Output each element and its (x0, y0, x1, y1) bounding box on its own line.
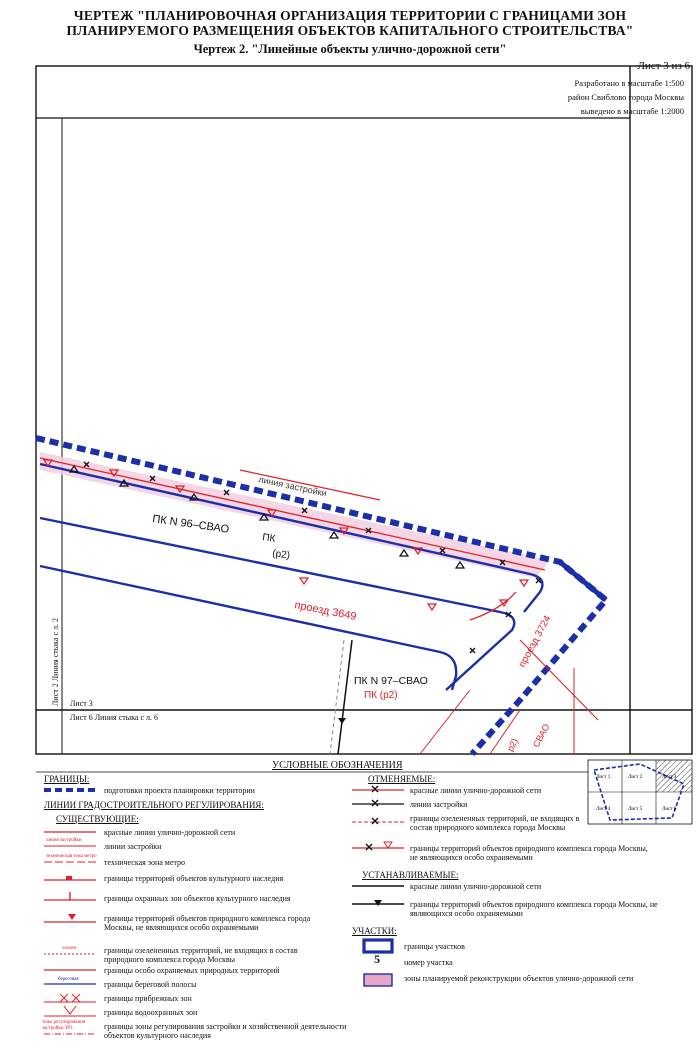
key-sheet-6: Лист 6 (662, 807, 677, 812)
label-pk96: ПК N 96–СВАО (151, 513, 230, 536)
pk97-dashed (330, 640, 344, 754)
key-sheet-4: Лист 4 (596, 807, 611, 812)
legend-established-head: УСТАНАВЛИВАЕМЫЕ: (362, 870, 459, 880)
legend-cancelled-3: границы территорий объектов природного комплекса города Москвы, не являющихся особо охраняемыми (410, 844, 648, 862)
legend-cancelled-1: линии застройки (410, 800, 468, 809)
label-pk-old: ПК (261, 532, 277, 545)
legend-existing-0: красные линии улично-дорожной сети (104, 828, 236, 837)
label-left-joint: Лист 2 Линия стыка с л. 2 (51, 618, 60, 706)
legend-cancelled-2: границы озелененных территорий, не входящих в состав природного комплекса города Москвы (410, 814, 580, 832)
district-name: район Свиблово города Москвы (567, 92, 684, 102)
legend-existing-8: границы береговой полосы (104, 980, 197, 989)
legend-existing-sample-6: озелен (62, 946, 77, 951)
legend-existing-sample-1: линия застройки (46, 838, 82, 843)
pk97-marker (338, 718, 346, 724)
label-r2: р2) (504, 736, 520, 753)
legend-plots-2: зоны планируемой реконструкции объектов улично-дорожной сети (404, 974, 634, 983)
label-pk97: ПК N 97–СВАО (354, 675, 428, 687)
legend-existing-sample-8: береговая (58, 977, 79, 982)
label-building-line: линия застройки (257, 474, 328, 499)
legend-existing-3: границы территорий объектов культурного наследия (104, 874, 284, 883)
legend-existing-5: границы территорий объектов природного комплекса города Москвы, не являющихся особо охраняемыми (104, 914, 311, 932)
label-road-3649: проезд 3649 (293, 599, 358, 623)
legend-cancelled-0: красные линии улично-дорожной сети (410, 786, 542, 795)
legend-boundary-item: подготовки проекта планировки территории (104, 786, 255, 795)
legend-samples-left (44, 790, 96, 1034)
legend-plots-1: номер участка (404, 958, 453, 967)
legend-existing-sample-2: техническая зона метро (46, 854, 97, 859)
legend-cancelled-head: ОТМЕНЯЕМЫЕ: (368, 774, 436, 784)
legend-existing-11: границы зоны регулирования застройки и хозяйственной деятельности объектов культурного наследия (104, 1022, 347, 1040)
legend-existing-4: границы охранных зон объектов культурного наследия (104, 894, 291, 903)
road-corner (560, 562, 606, 600)
legend-established-0: красные линии улично-дорожной сети (410, 882, 542, 891)
legend-existing-head: СУЩЕСТВУЮЩИЕ: (56, 814, 139, 824)
red-road-left (420, 690, 470, 754)
legend-existing-7: границы особо охраняемых природных территорий (104, 966, 280, 975)
legend-existing-10: границы водоохранных зон (104, 1008, 198, 1017)
road-edge-lower (40, 566, 456, 690)
legend-existing-6: границы озелененных территорий, не входящих в состав природного комплекса города Москвы (104, 946, 298, 964)
label-p2: (р2) (271, 548, 291, 562)
legend-plots-0: границы участков (404, 942, 465, 951)
map-frame (36, 66, 692, 754)
label-pk-p2-old: ПК (р2) (364, 690, 398, 701)
red-line-existing (40, 458, 545, 570)
drawing-subtitle: Чертеж 2. "Линейные объекты улично-дорожной сети" (193, 42, 507, 56)
scale-developed: Разработано в масштабе 1:500 (574, 78, 684, 88)
scale-output: выведено в масштабе 1:2000 (580, 106, 684, 116)
legend-existing-2: техническая зона метро (104, 858, 185, 867)
legend-existing-9: границы прибрежных зон (104, 994, 192, 1003)
label-svao: СВАО (530, 722, 552, 749)
legend-existing-1: линии застройки (104, 842, 162, 851)
pk97-line (338, 640, 352, 754)
label-sheet3: Лист 3 (70, 699, 93, 708)
label-sheet6-joint: Лист 6 Линия стыка с л. 6 (70, 713, 158, 722)
legend-regulation-head: ЛИНИИ ГРАДОСТРОИТЕЛЬНОГО РЕГУЛИРОВАНИЯ: (44, 800, 264, 810)
title-line-2: ПЛАНИРУЕМОГО РАЗМЕЩЕНИЯ ОБЪЕКТОВ КАПИТАЛЬНОГО СТРОИТЕЛЬСТВА" (66, 23, 634, 38)
legend-boundaries-head: ГРАНИЦЫ: (44, 774, 90, 784)
key-sheet-3: Лист 3 (662, 775, 677, 780)
key-sheet-2: Лист 2 (628, 775, 643, 780)
key-sheet-1: Лист 1 (596, 775, 611, 780)
label-road-3724: проезд 3724 (516, 613, 554, 670)
legend-existing-sample-11: зоны регулирования застройки ЗРЗ (42, 1020, 86, 1031)
legend-plots-head: УЧАСТКИ: (352, 926, 397, 936)
legend-heading: УСЛОВНЫЕ ОБОЗНАЧЕНИЯ (272, 760, 403, 771)
key-map (588, 760, 692, 824)
key-sheet-5: Лист 5 (628, 807, 643, 812)
sheet-number: Лист 3 из 6 (637, 60, 690, 72)
title-line-1: ЧЕРТЕЖ "ПЛАНИРОВОЧНАЯ ОРГАНИЗАЦИЯ ТЕРРИТОРИИ С ГРАНИЦАМИ ЗОН (73, 8, 627, 23)
legend-plot-number-symbol: 5 (374, 952, 380, 966)
legend-established-1: границы территорий объектов природного комплекса города Москвы, не являющихся особо охраняемыми (410, 900, 658, 918)
